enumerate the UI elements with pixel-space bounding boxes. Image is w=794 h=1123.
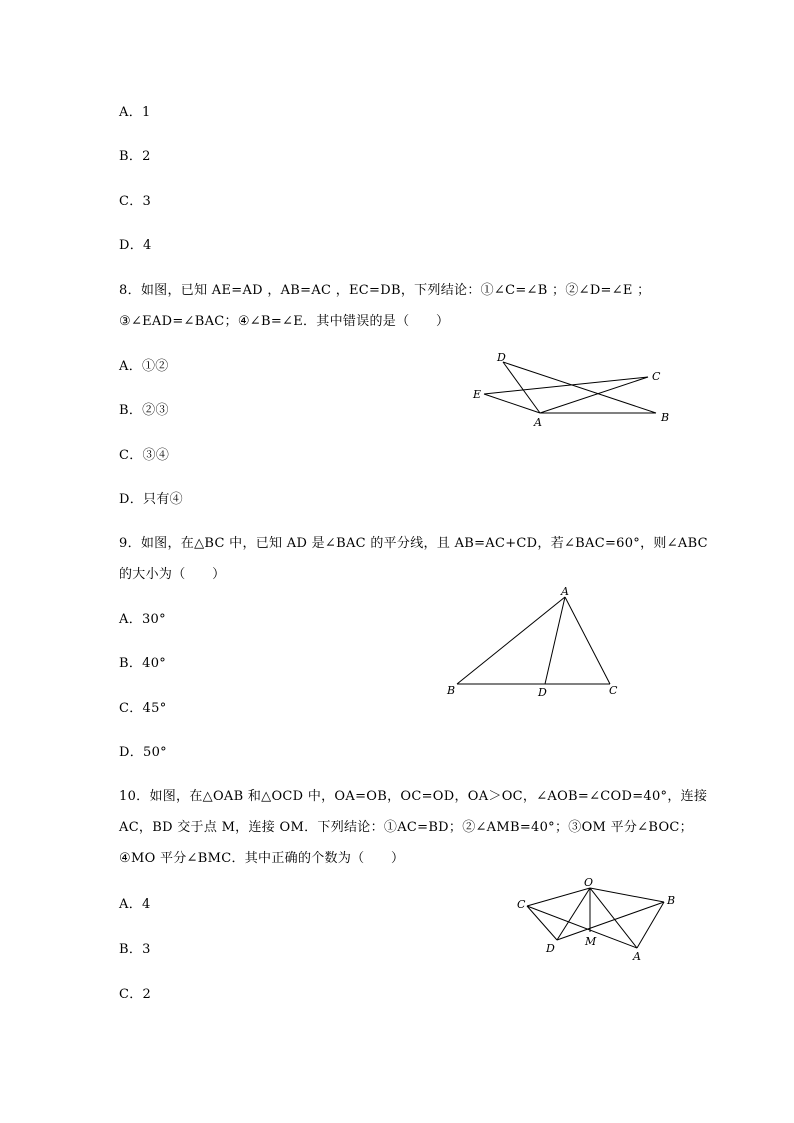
- q8-option-b: B．②③: [119, 403, 169, 418]
- q9-seg-BA: [457, 597, 565, 684]
- q9-label-C: C: [609, 684, 618, 697]
- q10-seg-OB: [590, 888, 664, 902]
- q8-label-C: C: [652, 370, 661, 383]
- q10-seg-CA: [527, 906, 637, 948]
- q10-seg-OD: [557, 888, 590, 940]
- q7-option-d: D．4: [119, 238, 152, 253]
- q10-stem-line1: 10．如图，在△OAB 和△OCD 中，OA=OB，OC=OD，OA＞OC，∠AOB=∠COD=40°，连接: [119, 789, 708, 804]
- q8-label-E: E: [473, 388, 482, 401]
- q8-option-d: D．只有④: [119, 492, 183, 507]
- q10-option-c: C．2: [119, 987, 152, 1002]
- q7-option-b: B．2: [119, 149, 151, 164]
- q9-label-B: B: [447, 684, 456, 697]
- q9-stem-line2: 的大小为（ ）: [119, 567, 226, 582]
- q8-seg-DB: [503, 362, 656, 413]
- q10-option-a: A．4: [119, 897, 151, 912]
- q8-label-A: A: [534, 416, 542, 429]
- q10-label-B: B: [667, 894, 676, 907]
- q8-seg-AC: [540, 377, 648, 413]
- q7-option-a: A．1: [119, 105, 151, 120]
- q10-seg-OC: [527, 888, 590, 906]
- q9-seg-AC: [565, 597, 610, 684]
- q10-seg-OA: [590, 888, 637, 948]
- q10-label-A: A: [633, 950, 641, 963]
- q10-label-O: O: [584, 876, 594, 889]
- q8-label-D: D: [497, 351, 506, 364]
- q9-label-D: D: [538, 686, 547, 699]
- q9-label-A: A: [561, 585, 569, 598]
- q10-seg-BD: [557, 902, 664, 940]
- q9-option-d: D．50°: [119, 745, 167, 760]
- q9-seg-AD: [545, 597, 565, 684]
- q10-label-M: M: [585, 935, 597, 948]
- q9-option-b: B．40°: [119, 656, 167, 671]
- q9-option-a: A．30°: [119, 612, 166, 627]
- q8-seg-EC: [484, 377, 648, 394]
- q9-stem-line1: 9．如图，在△BC 中，已知 AD 是∠BAC 的平分线，且 AB=AC+CD，若∠BAC=60°，则∠ABC: [119, 536, 708, 551]
- q10-stem-line3: ④MO 平分∠BMC．其中正确的个数为（ ）: [119, 851, 405, 866]
- q10-stem-line2: AC，BD 交于点 M，连接 OM．下列结论：①AC=BD；②∠AMB=40°；③OM 平分∠BOC；: [119, 820, 693, 835]
- q10-label-D: D: [546, 942, 555, 955]
- q10-seg-BA: [637, 902, 664, 948]
- q10-seg-CD: [527, 906, 557, 940]
- q8-seg-EA: [484, 394, 540, 413]
- q8-option-a: A．①②: [119, 359, 169, 374]
- q9-option-c: C．45°: [119, 701, 167, 716]
- q8-seg-DA: [503, 362, 540, 413]
- q10-option-b: B．3: [119, 942, 151, 957]
- q8-stem-line2: ③∠EAD=∠BAC；④∠B=∠E．其中错误的是（ ）: [119, 314, 450, 329]
- q8-label-B: B: [661, 411, 670, 424]
- q8-option-c: C．③④: [119, 448, 170, 463]
- q7-option-c: C．3: [119, 194, 152, 209]
- q10-label-C: C: [517, 898, 526, 911]
- q8-stem-line1: 8．如图，已知 AE=AD ，AB=AC ，EC=DB，下列结论：①∠C=∠B ；②∠D=∠E ；: [119, 283, 651, 298]
